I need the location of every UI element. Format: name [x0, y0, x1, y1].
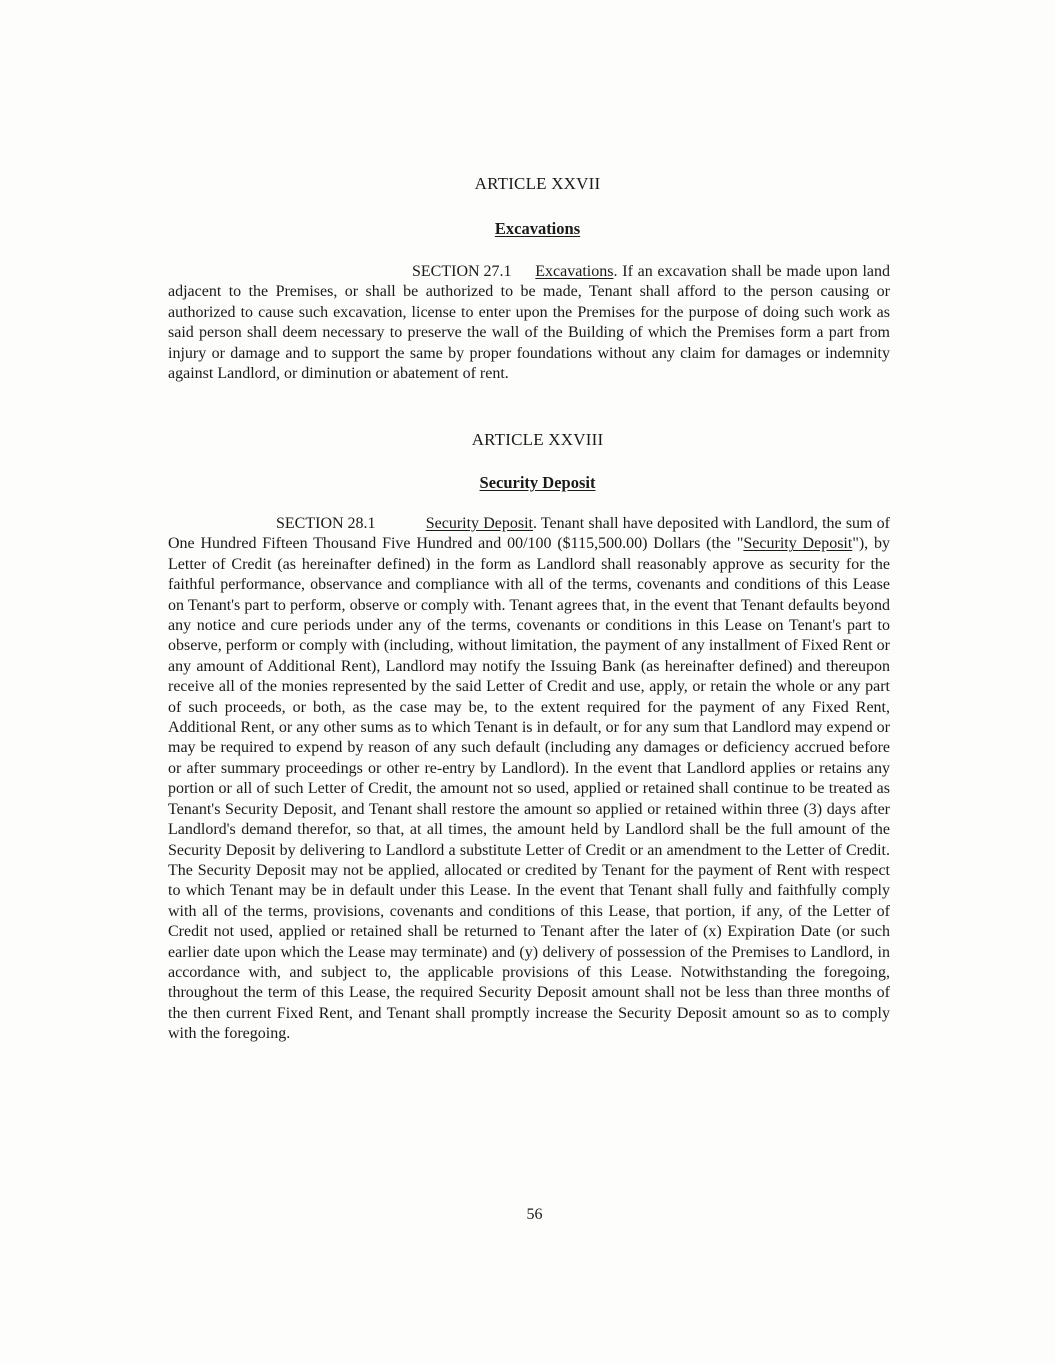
section-28-1-label: SECTION 28.1: [276, 515, 376, 532]
article-28-heading: ARTICLE XXVIII: [471, 430, 604, 449]
article-27-heading: ARTICLE XXVII: [474, 174, 601, 193]
security-deposit-defined-term: Security Deposit: [743, 535, 853, 553]
section-27-1-title: Excavations: [535, 263, 614, 280]
section-28-1-body-part1: Tenant shall have deposited with Landlord, the sum of One Hundred Fifteen Thousand Five Hundred and 00/100 ($115,500.00) Dollars (the ": [168, 515, 891, 553]
section-27-1-label: SECTION 27.1: [412, 263, 512, 280]
section-27-1-body: If an excavation shall be made upon land adjacent to the Premises, or shall be authorized to be made, Tenant shall afford to the person causing or authorized to cause such excavation, license to enter upon the Premises for the purpose of doing such work as said person shall deem necessary to preserve the wall of the Building of which the Premises form a part from injury or damage and to support the same by proper foundations without any claim for damages or indemnity against Landlord, or diminution or abatement of rent.: [168, 263, 891, 383]
article-28-title-text: Security Deposit: [479, 473, 596, 492]
section-27-1-paragraph: SECTION 27.1 Excavations. If an excavation shall be made upon land adjacent to the Premises, or shall be authorized to be made, Tenant shall afford to the person causing or authorized to cause such excavation, license to enter upon the Premises for the purpose of doing such work as said person shall deem necessary to preserve the wall of the Building of which the Premises form a part from injury or damage and to support the same by proper foundations without any claim for damages or indemnity against Landlord, or diminution or abatement of rent.: [168, 263, 891, 383]
page-number: 56: [526, 1206, 543, 1223]
article-27-title: [0, 219, 1055, 239]
section-28-1-body-part2: "), by Letter of Credit (as hereinafter defined) in the form as Landlord shall reasonably approve as security for the faithful performance, observance and compliance with all of the terms, covenants and conditions of this Lease on Tenant's part to perform, observe or comply with. Tenant agrees that, in the event that Tenant defaults beyond any notice and cure periods under any of the terms, covenants or conditions in this Lease on Tenant's part to observe, perform or comply with (including, without limitation, the payment of any installment of Fixed Rent or any amount of Additional Rent), Landlord may notify the Issuing Bank (as hereinafter defined) and thereupon receive all of the monies represented by the said Letter of Credit and use, apply, or retain the whole or any part of such proceeds, or both, as the case may be, to the extent required for the payment of any Fixed Rent, Additional Rent, or any other sums as to which Tenant is in default, or for any sum that Landlord may expend or may be required to expend by reason of any such default (including any damages or deficiency accrued before or after summary proceedings or other re-entry by Landlord). In the event that Landlord applies or retains any portion or all of such Letter of Credit, the amount not so used, applied or retained shall continue to be treated as Tenant's Security Deposit, and Tenant shall restore the amount so applied or retained within three (3) days after Landlord's demand therefor, so that, at all times, the amount held by Landlord shall be the full amount of the Security Deposit by delivering to Landlord a substitute Letter of Credit or an amendment to the Letter of Credit. The Security Deposit may not be applied, allocated or credited by Tenant for the payment of Rent with respect to which Tenant may be in default under this Lease. In the event that Tenant shall fully and faithfully comply with all of the terms, provisions, covenants and conditions of this Lease, that portion, if any, of the Letter of Credit not used, applied or retained shall be returned to Tenant after the later of (x) Expiration Date (or such earlier date upon which the Lease may terminate) and (y) delivery of possession of the Premises to Landlord, in accordance with, and subject to, the applicable provisions of this Lease. Notwithstanding the foregoing, throughout the term of this Lease, the required Security Deposit amount shall not be less than three months of the then current Fixed Rent, and Tenant shall promptly increase the Security Deposit amount so as to comply with the foregoing.: [168, 535, 890, 1043]
article-28-title: [0, 473, 1055, 493]
article-27-title-text: Excavations: [494, 219, 581, 238]
section-28-1-title: Security Deposit: [425, 515, 533, 532]
section-28-1-paragraph: SECTION 28.1 Security Deposit. Tenant shall have deposited with Landlord, the sum of One Hundred Fifteen Thousand Five Hundred and 00/100 ($115,500.00) Dollars (the "Security Deposit"), by Letter of Credit (as hereinafter defined) in the form as Landlord shall reasonably approve as security for the faithful performance, observance and compliance with all of the terms, covenants and conditions of this Lease on Tenant's part to perform, observe or comply with. Tenant agrees that, in the event that Tenant defaults beyond any notice and cure periods under any of the terms, covenants or conditions in this Lease on Tenant's part to observe, perform or comply with (including, without limitation, the payment of any installment of Fixed Rent or any amount of Additional Rent), Landlord may notify the Issuing Bank (as hereinafter defined) and thereupon receive all of the monies represented by the said Letter of Credit and use, apply, or retain the whole or any part of such proceeds, or both, as the case may be, to the extent required for the payment of any Fixed Rent, Additional Rent, or any other sums as to which Tenant is in default, or for any sum that Landlord may expend or may be required to expend by reason of any such default (including any damages or deficiency accrued before or after summary proceedings or other re-entry by Landlord). In the event that Landlord applies or retains any portion or all of such Letter of Credit, the amount not so used, applied or retained shall continue to be treated as Tenant's Security Deposit, and Tenant shall restore the amount so applied or retained within three (3) days after Landlord's demand therefor, so that, at all times, the amount held by Landlord shall be the full amount of the Security Deposit by delivering to Landlord a substitute Letter of Credit or an amendment to the Letter of Credit. The Security Deposit may not be applied, allocated or credited by Tenant for the payment of Rent with respect to which Tenant may be in default under this Lease. In the event that Tenant shall fully and faithfully comply with all of the terms, provisions, covenants and conditions of this Lease, that portion, if any, of the Letter of Credit not used, applied or retained shall be returned to Tenant after the later of (x) Expiration Date (or such earlier date upon which the Lease may terminate) and (y) delivery of possession of the Premises to Landlord, in accordance with, and subject to, the applicable provisions of this Lease. Notwithstanding the foregoing, throughout the term of this Lease, the required Security Deposit amount shall not be less than three months of the then current Fixed Rent, and Tenant shall promptly increase the Security Deposit amount so as to comply with the foregoing.: [168, 515, 891, 1043]
